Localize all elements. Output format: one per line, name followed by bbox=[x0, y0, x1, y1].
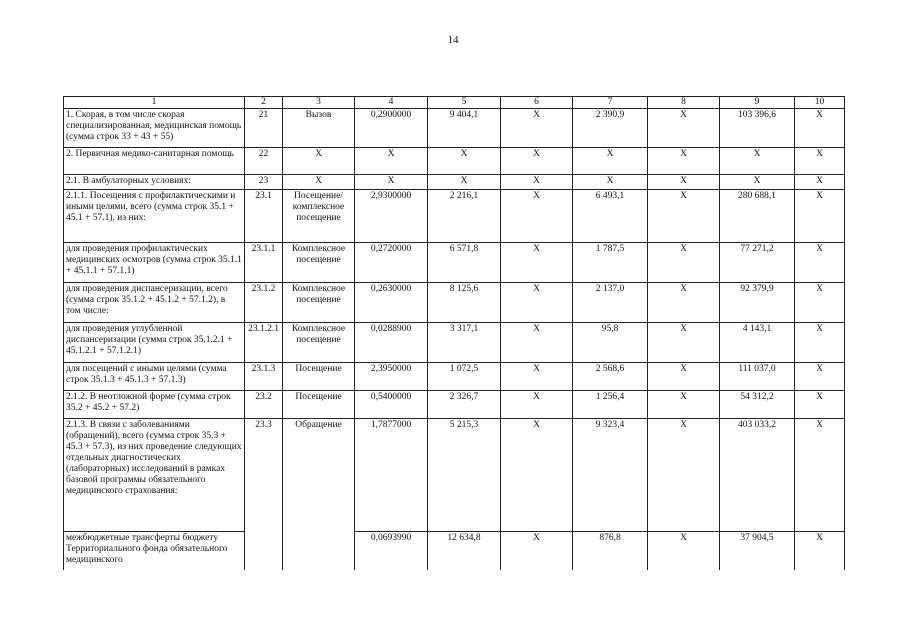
row-value: 1 256,4 bbox=[573, 391, 648, 419]
row-value: X bbox=[648, 109, 720, 148]
row-value: X bbox=[648, 175, 720, 190]
row-value: X bbox=[648, 419, 720, 532]
row-value: 1 072,5 bbox=[428, 363, 501, 391]
row-name: для проведения диспансеризации, всего (сумма строк 35.1.2 + 45.1.2 + 57.1.2), в том числе: bbox=[64, 283, 245, 323]
row-value: X bbox=[501, 148, 573, 175]
row-name: 2.1.2. В неотложной форме (сумма строк 35.2 + 45.2 + 57.2) bbox=[64, 391, 245, 419]
row-value: 280 688,1 bbox=[720, 190, 795, 243]
row-value: 403 033,2 bbox=[720, 419, 795, 532]
column-header: 3 bbox=[283, 97, 355, 109]
row-value: X bbox=[648, 190, 720, 243]
row-line-number: 23.1.1 bbox=[245, 243, 283, 283]
row-unit: Комплексное посещение bbox=[283, 323, 355, 363]
row-value: 5 215,3 bbox=[428, 419, 501, 532]
row-name: 2.1. В амбулаторных условиях: bbox=[64, 175, 245, 190]
row-value: 0,2630000 bbox=[355, 283, 428, 323]
row-value: 1 787,5 bbox=[573, 243, 648, 283]
row-unit: Вызов bbox=[283, 109, 355, 148]
row-value: 95,8 bbox=[573, 323, 648, 363]
row-value: 2,9300000 bbox=[355, 190, 428, 243]
row-name: 2. Первичная медико-санитарная помощь bbox=[64, 148, 245, 175]
row-line-number: 23.1 bbox=[245, 190, 283, 243]
row-value: 0,2900000 bbox=[355, 109, 428, 148]
table-row bbox=[64, 109, 845, 148]
row-value: X bbox=[795, 190, 845, 243]
row-value: X bbox=[795, 283, 845, 323]
row-value: 12 634,8 bbox=[428, 532, 501, 570]
table-row bbox=[64, 391, 845, 419]
row-value: 9 404,1 bbox=[428, 109, 501, 148]
row-value: X bbox=[355, 175, 428, 190]
row-line-number: 23.3 bbox=[245, 419, 283, 570]
row-value: 6 571,8 bbox=[428, 243, 501, 283]
row-value: 3 317,1 bbox=[428, 323, 501, 363]
row-name: для посещений с иными целями (сумма строк 35.1.3 + 45.1.3 + 57.1.3) bbox=[64, 363, 245, 391]
row-value: 0,2720000 bbox=[355, 243, 428, 283]
row-value: 0,5400000 bbox=[355, 391, 428, 419]
row-line-number: 22 bbox=[245, 148, 283, 175]
row-line-number: 23.2 bbox=[245, 391, 283, 419]
row-unit: X bbox=[283, 175, 355, 190]
table-row bbox=[64, 175, 845, 190]
row-unit: Комплексное посещение bbox=[283, 283, 355, 323]
row-value: X bbox=[501, 363, 573, 391]
row-value: X bbox=[355, 148, 428, 175]
table-row bbox=[64, 363, 845, 391]
row-name: 1. Скорая, в том числе скорая специализированная, медицинская помощь (сумма строк 33 + 43 + 55) bbox=[64, 109, 245, 148]
row-value: X bbox=[720, 175, 795, 190]
row-value: X bbox=[648, 532, 720, 570]
row-value: X bbox=[795, 391, 845, 419]
row-value: X bbox=[648, 323, 720, 363]
row-name: 2.1.1. Посещения с профилактическими и иными целями, всего (сумма строк 35.1 + 45.1 + 57.1), из них: bbox=[64, 190, 245, 243]
row-value: X bbox=[428, 148, 501, 175]
row-value: 103 396,6 bbox=[720, 109, 795, 148]
row-value: 111 037,0 bbox=[720, 363, 795, 391]
table-row bbox=[64, 532, 845, 570]
row-unit: Посещение bbox=[283, 391, 355, 419]
page-number: 14 bbox=[447, 34, 459, 46]
row-value: 2 137,0 bbox=[573, 283, 648, 323]
row-line-number: 23.1.2 bbox=[245, 283, 283, 323]
row-value: 2 326,7 bbox=[428, 391, 501, 419]
row-line-number: 23 bbox=[245, 175, 283, 190]
table-row bbox=[64, 419, 845, 532]
row-value: X bbox=[501, 391, 573, 419]
table-row bbox=[64, 243, 845, 283]
row-line-number: 21 bbox=[245, 109, 283, 148]
row-value: X bbox=[648, 283, 720, 323]
row-line-number: 23.1.3 bbox=[245, 363, 283, 391]
column-header: 8 bbox=[648, 97, 720, 109]
table-row bbox=[64, 283, 845, 323]
row-value: 77 271,2 bbox=[720, 243, 795, 283]
row-value: 2,3950000 bbox=[355, 363, 428, 391]
row-unit: X bbox=[283, 148, 355, 175]
row-value: 0,0288900 bbox=[355, 323, 428, 363]
row-name: межбюджетные трансферты бюджету Территориального фонда обязательного медицинского bbox=[64, 532, 245, 570]
row-value: 2 390,9 bbox=[573, 109, 648, 148]
row-value: 2 568,6 bbox=[573, 363, 648, 391]
column-header: 1 bbox=[64, 97, 245, 109]
row-value: X bbox=[795, 175, 845, 190]
row-unit: Обращение bbox=[283, 419, 355, 570]
row-name: 2.1.3. В связи с заболеваниями (обращений), всего (сумма строк 35.3 + 45.3 + 57.3), из них проведение следующих отдельных диагностических (лабораторных) исследований в рамках базовой программы обязательного медицинского страхования: bbox=[64, 419, 245, 532]
row-value: X bbox=[795, 323, 845, 363]
table-row bbox=[64, 148, 845, 175]
row-value: X bbox=[501, 532, 573, 570]
row-value: 37 904,5 bbox=[720, 532, 795, 570]
row-unit: Комплексное посещение bbox=[283, 243, 355, 283]
row-value: X bbox=[648, 243, 720, 283]
row-value: 8 125,6 bbox=[428, 283, 501, 323]
row-value: X bbox=[795, 109, 845, 148]
row-value: X bbox=[720, 148, 795, 175]
column-header: 10 bbox=[795, 97, 845, 109]
row-value: X bbox=[648, 148, 720, 175]
column-header: 6 bbox=[501, 97, 573, 109]
row-value: X bbox=[501, 190, 573, 243]
row-value: X bbox=[501, 109, 573, 148]
row-value: 92 379,9 bbox=[720, 283, 795, 323]
row-value: X bbox=[573, 175, 648, 190]
row-value: X bbox=[501, 283, 573, 323]
row-value: X bbox=[795, 532, 845, 570]
row-value: 2 216,1 bbox=[428, 190, 501, 243]
row-value: 4 143,1 bbox=[720, 323, 795, 363]
column-header: 7 bbox=[573, 97, 648, 109]
row-value: X bbox=[501, 243, 573, 283]
data-table bbox=[63, 96, 845, 570]
row-unit: Посещение/ комплексное посещение bbox=[283, 190, 355, 243]
row-name: для проведения углубленной диспансеризации (сумма строк 35.1.2.1 + 45.1.2.1 + 57.1.2.1) bbox=[64, 323, 245, 363]
table-row bbox=[64, 190, 845, 243]
column-header: 4 bbox=[355, 97, 428, 109]
row-value: 876,8 bbox=[573, 532, 648, 570]
row-value: X bbox=[795, 148, 845, 175]
row-line-number: 23.1.2.1 bbox=[245, 323, 283, 363]
row-value: X bbox=[648, 391, 720, 419]
row-value: X bbox=[501, 419, 573, 532]
row-value: 0,0693990 bbox=[355, 532, 428, 570]
row-value: 9 323,4 bbox=[573, 419, 648, 532]
row-value: X bbox=[501, 323, 573, 363]
header-row bbox=[64, 97, 845, 109]
column-header: 5 bbox=[428, 97, 501, 109]
column-header: 9 bbox=[720, 97, 795, 109]
row-value: X bbox=[428, 175, 501, 190]
row-value: X bbox=[795, 419, 845, 532]
row-value: X bbox=[501, 175, 573, 190]
row-value: X bbox=[795, 363, 845, 391]
table-row bbox=[64, 323, 845, 363]
row-unit: Посещение bbox=[283, 363, 355, 391]
row-value: X bbox=[573, 148, 648, 175]
row-value: 1,7877000 bbox=[355, 419, 428, 532]
row-value: X bbox=[648, 363, 720, 391]
row-name: для проведения профилактических медицинских осмотров (сумма строк 35.1.1 + 45.1.1 + 57.1.1) bbox=[64, 243, 245, 283]
row-value: X bbox=[795, 243, 845, 283]
column-header: 2 bbox=[245, 97, 283, 109]
row-value: 6 493,1 bbox=[573, 190, 648, 243]
row-value: 54 312,2 bbox=[720, 391, 795, 419]
